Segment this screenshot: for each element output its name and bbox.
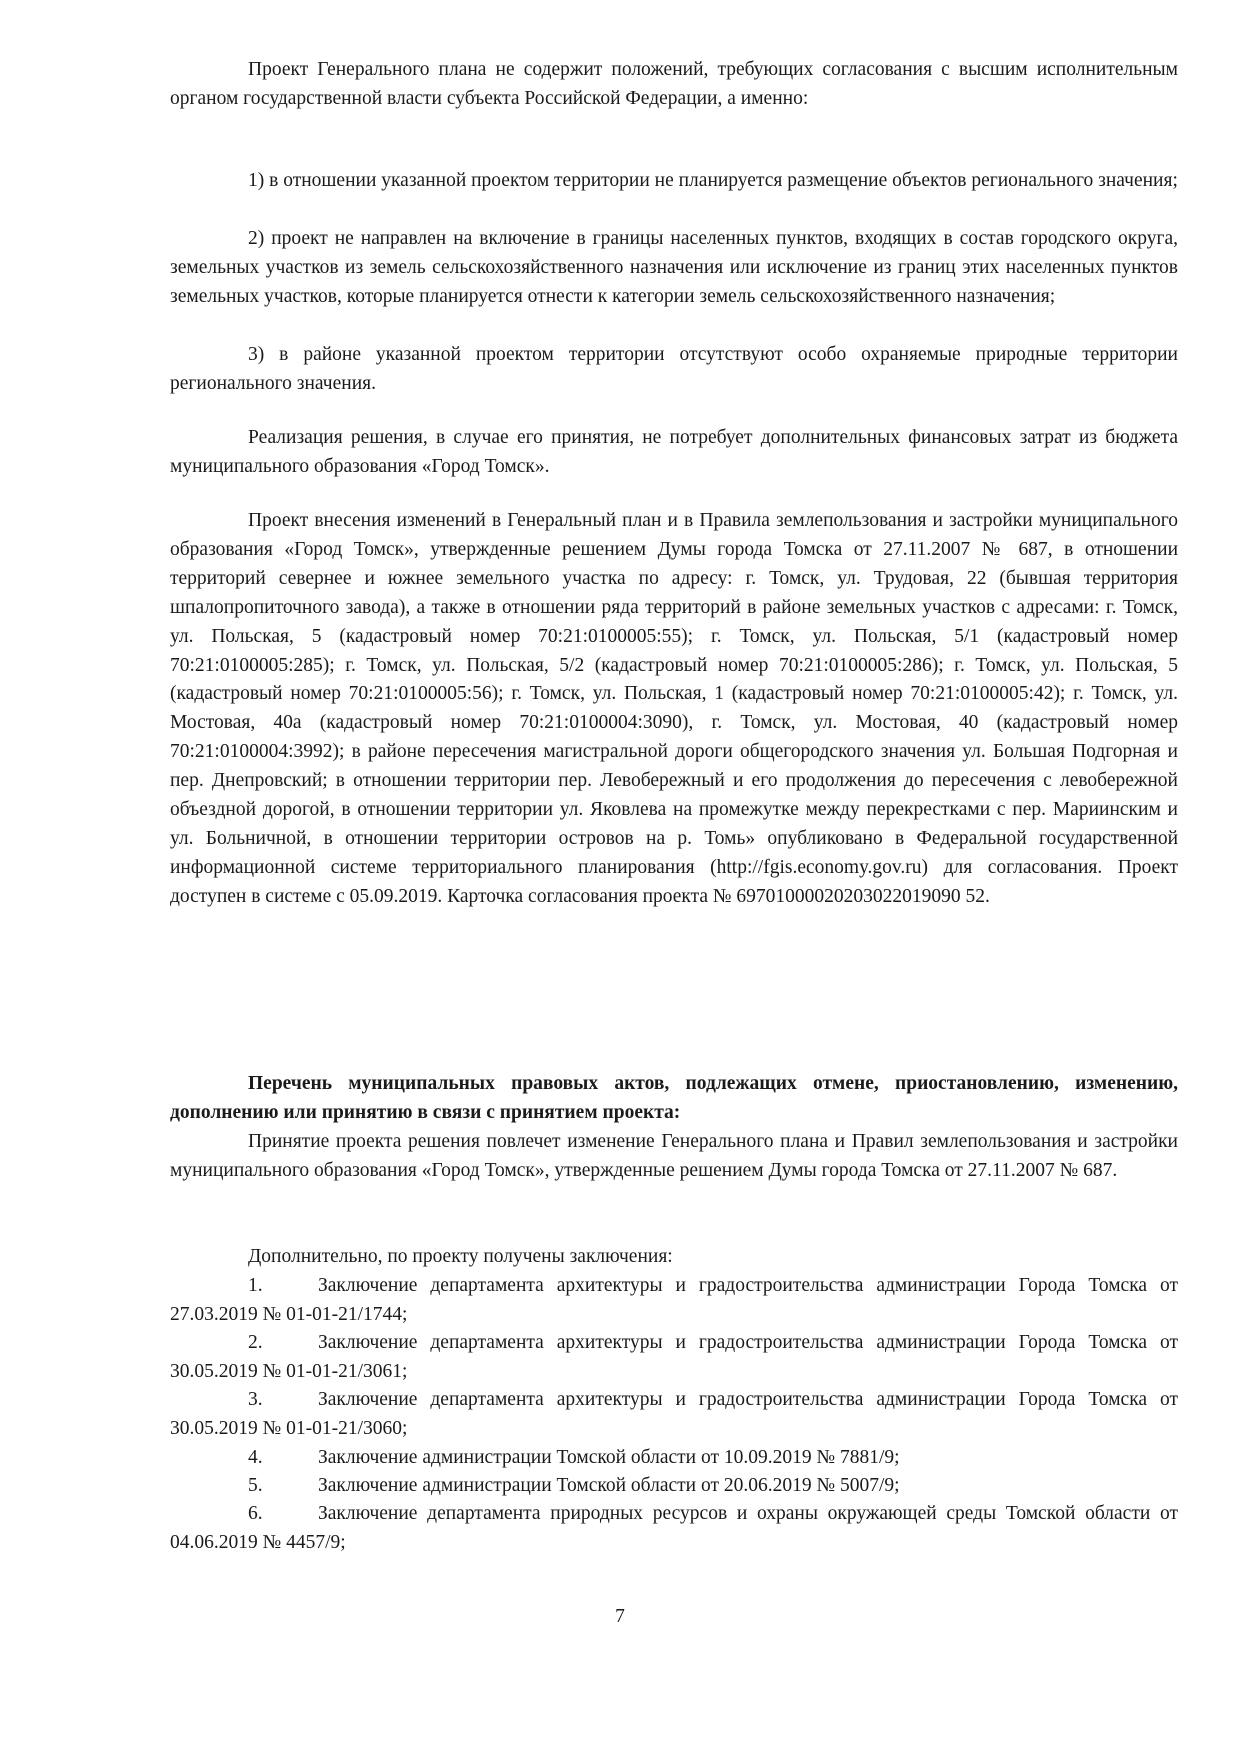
item-number: 3. (248, 1389, 263, 1410)
conclusion-item (170, 1471, 1178, 1500)
item-text: Заключение администрации Томской области от 10.09.2019 № 7881/9; (318, 1447, 900, 1468)
conclusion-item (170, 1328, 1178, 1386)
item-text: Заключение департамента природных ресурсов и охраны окружающей среды Томской области от 04.06.2019 № 4457/9; (170, 1503, 1178, 1553)
project-paragraph: Проект внесения изменений в Генеральный план и в Правила землепользования и застройки муниципального образования «Город Томск», утвержденные решением Думы города Томска от 27.11.2007 № 687, в отношении территорий севернее и южнее земельного участка по адресу: г. Томск, ул. Трудовая, 22 (бывшая территория шпалопропиточного завода), а также в отношении ряда территорий в районе земельных участков с адресами: г. Томск, ул. Польская, 5 (кадастровый номер 70:21:0100005:55); г. Томск, ул. Польская, 5/1 (кадастровый номер 70:21:0100005:285); г. Томск, ул. Польская, 5/2 (кадастровый номер 70:21:0100005:286); г. Томск, ул. Польская, 5 (кадастровый номер 70:21:0100005:56); г. Томск, ул. Польская, 1 (кадастровый номер 70:21:0100005:42); г. Томск, ул. Мостовая, 40а (кадастровый номер 70:21:0100004:3090), г. Томск, ул. Мостовая, 40 (кадастровый номер 70:21:0100004:3992); в районе пересечения магистральной дороги общегородского значения ул. Большая Подгорная и пер. Днепровский; в отношении территории пер. Левобережный и его продолжения до пересечения с левобережной объездной дорогой, в отношении территории ул. Яковлева на промежутке между перекрестками с пер. Мариинским и ул. Больничной, в отношении территории островов на р. Томь» опубликовано в Федеральной государственной информационной системе территориального планирования (http://fgis.economy.gov.ru) для согласования. Проект доступен в системе с 05.09.2019. Карточка согласования проекта № 69701000020203022019090 52. (170, 510, 1178, 907)
intro-item-2: 2) проект не направлен на включение в границы населенных пунктов, входящих в состав городского округа, земельных участков из земель сельскохозяйственного назначения или исключение из границ этих населенных пунктов земельных участков, которые планируется отнести к категории земель сельскохозяйственного назначения; (170, 228, 1178, 307)
intro-paragraph: Проект Генерального плана не содержит положений, требующих согласования с высшим исполнительным органом государственной власти субъекта Российской Федерации, а именно: (170, 59, 1178, 109)
item-text: Заключение департамента архитектуры и градостроительства администрации Города Томска от 30.05.2019 № 01-01-21/3061; (170, 1332, 1178, 1382)
conclusion-item (170, 1385, 1178, 1443)
page-number: 7 (615, 1606, 625, 1627)
item-number: 6. (248, 1503, 263, 1524)
conclusion-item (170, 1499, 1178, 1557)
item-number: 5. (248, 1475, 263, 1496)
conclusions-intro: Дополнительно, по проекту получены заключения: (248, 1246, 673, 1267)
intro-item-3: 3) в районе указанной проектом территории отсутствуют особо охраняемые природные территории регионального значения. (170, 344, 1178, 394)
finance-paragraph: Реализация решения, в случае его принятия, не потребует дополнительных финансовых затрат из бюджета муниципального образования «Город Томск». (170, 427, 1178, 477)
acts-heading: Перечень муниципальных правовых актов, подлежащих отмене, приостановлению, изменению, дополнению или принятию в связи с принятием проекта: (170, 1073, 1178, 1123)
item-number: 4. (248, 1447, 263, 1468)
conclusion-item (170, 1271, 1178, 1329)
acts-paragraph: Принятие проекта решения повлечет изменение Генерального плана и Правил землепользования и застройки муниципального образования «Город Томск», утвержденные решением Думы города Томска от 27.11.2007 № 687. (170, 1131, 1178, 1181)
item-text: Заключение департамента архитектуры и градостроительства администрации Города Томска от 30.05.2019 № 01-01-21/3060; (170, 1389, 1178, 1439)
item-number: 2. (248, 1332, 263, 1353)
conclusion-item (170, 1443, 1178, 1472)
item-text: Заключение департамента архитектуры и градостроительства администрации Города Томска от 27.03.2019 № 01-01-21/1744; (170, 1275, 1178, 1325)
item-text: Заключение администрации Томской области от 20.06.2019 № 5007/9; (318, 1475, 900, 1496)
intro-item-1: 1) в отношении указанной проектом территории не планируется размещение объектов регионального значения; (248, 170, 1178, 191)
item-number: 1. (248, 1275, 263, 1296)
